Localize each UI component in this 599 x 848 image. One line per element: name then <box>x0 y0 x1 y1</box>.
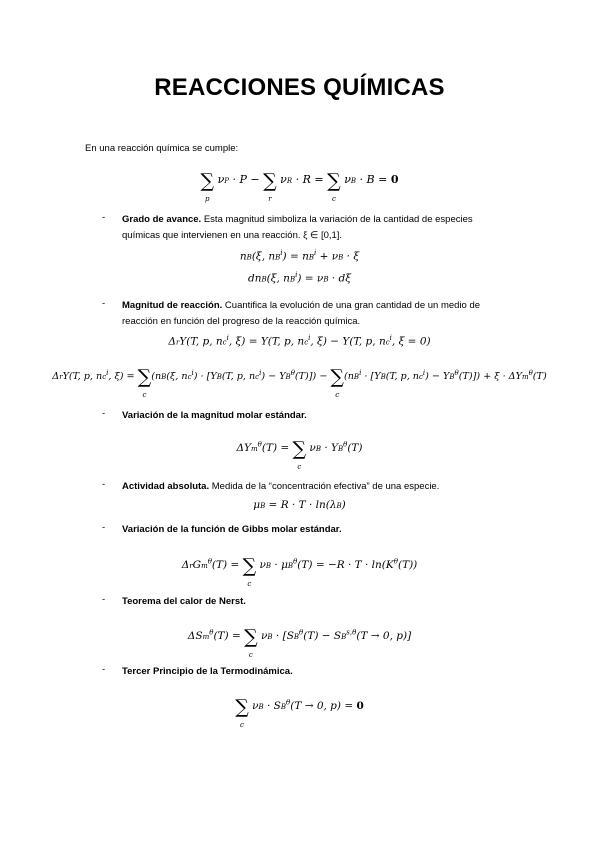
item-text: Esta magnitud simboliza la variación de la cantidad de especies químicas que intervienen en una reacción. ξ ∈ [0,1]. <box>122 214 473 241</box>
list-item-actividad-absoluta <box>122 479 502 495</box>
equation: ΔYm$^\theta$(T) = ∑ c $\nu B \cdot YB^\theta(T)$ <box>236 438 363 471</box>
list-bullet: - <box>102 664 106 675</box>
list-item-magnitud-de-reaccion <box>122 298 502 329</box>
equation: ΔSm$^\theta$(T) = ∑ c $\nu B \cdot [SB^\theta(T) - SB^{s,\theta}(T \to 0$, p)] <box>187 626 412 659</box>
list-item-grado-de-avance <box>122 212 502 243</box>
list-bullet: - <box>102 212 106 223</box>
list-bullet: - <box>102 522 106 533</box>
item-heading: Actividad absoluta. <box>122 481 210 492</box>
item-heading: Grado de avance. <box>122 214 202 225</box>
item-heading: Variación de la magnitud molar estándar. <box>122 410 307 421</box>
equation: μB = R · T · ln(λB) <box>253 499 346 511</box>
item-heading: Teorema del calor de Nerst. <box>122 596 246 607</box>
equation: ∑ c $\nu B \cdot SB^\theta(T \to 0$, p) = 0 <box>235 696 364 729</box>
list-item-variacion-magnitud-molar <box>122 408 502 424</box>
equation: ΔrY(T, p, $nc^i$, ξ) = Y(T, p, $nc^i$, ξ) − Y(T, p, $nc^i$, ξ = 0) <box>168 334 431 348</box>
item-text: Cuantifica la evolución de una gran cantidad de un medio de reacción en función del progreso de la reacción química. <box>122 300 481 327</box>
list-item-teorema-nerst <box>122 594 502 610</box>
list-bullet: - <box>102 594 106 605</box>
list-item-tercer-principio <box>122 664 502 680</box>
equation: ΔrGm$^\theta$(T) = ∑ c $\nu B \cdot \mu B^\theta(T) = -R \cdot T \cdot \ln(K^\theta(T))$ <box>181 555 418 588</box>
list-bullet: - <box>102 479 106 490</box>
list-bullet: - <box>102 298 106 309</box>
equation: dnB(ξ, $nB^i) = \nu B \cdot d\xi$ <box>247 271 351 285</box>
page-title: REACCIONES QUÍMICAS <box>154 74 445 101</box>
equation: nB(ξ, $nB^i) = nB^i + \nu B \cdot \xi$ <box>239 249 360 263</box>
item-heading: Variación de la función de Gibbs molar estándar. <box>122 524 342 535</box>
list-item-variacion-gibbs <box>122 522 502 538</box>
main-equation: ∑ p νP · P − ∑ r νR · R = ∑ c νB · B = 0 <box>200 170 399 203</box>
equation: ΔrY(T, p, $nc^i$, ξ) = ∑ c (nB(ξ, $nc^i) \cdot [YB(T$, p, $nc^i) - YB^\theta(T)$]) − ∑ c ($nB^i \cdot [YB(T$, p, $nc^i) - YB^\theta(T)]) + \xi \cdot \Delta Ym^\theta(T)$ <box>52 366 547 399</box>
item-heading: Tercer Principio de la Termodinámica. <box>122 666 293 677</box>
item-heading: Magnitud de reacción. <box>122 300 223 311</box>
intro-text: En una reacción química se cumple: <box>85 143 239 154</box>
item-text: Medida de la “concentración efectiva” de una especie. <box>209 481 440 492</box>
list-bullet: - <box>102 408 106 419</box>
